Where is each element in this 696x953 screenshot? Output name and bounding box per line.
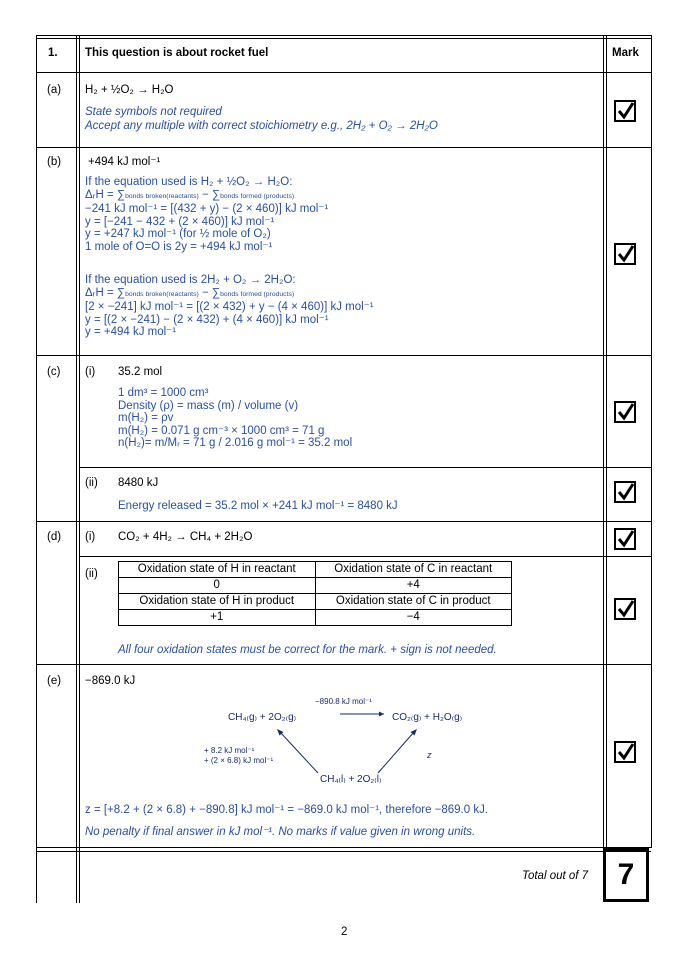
cycle-left-species: CH₄₍g₎ + 2O₂₍g₎ xyxy=(228,712,297,723)
part-a-note-1: State symbols not required xyxy=(85,106,222,118)
cycle-left-label-2: + (2 × 6.8) kJ mol⁻¹ xyxy=(204,756,274,765)
mark-header: Mark xyxy=(612,47,639,59)
border-left xyxy=(36,35,37,903)
table-row xyxy=(119,562,512,578)
col-line-2 xyxy=(79,35,80,903)
working-line: m(H₂) = ρv xyxy=(118,412,174,425)
part-a-label: (a) xyxy=(47,84,62,96)
cycle-left-label-1: + 8.2 kJ mol⁻¹ xyxy=(204,746,255,755)
checkbox-tick-icon xyxy=(614,598,636,620)
dh-sub-broken: bonds broken(reactants) xyxy=(125,192,199,200)
part-e-label: (e) xyxy=(47,675,62,687)
dh-prefix: ΔᵣH = ∑ xyxy=(85,286,126,299)
rule-top-2 xyxy=(36,38,651,39)
checkbox-tick-icon xyxy=(614,100,636,122)
energy-cycle-diagram xyxy=(200,695,500,795)
method-2-line: [2 × −241] kJ mol⁻¹ = [(2 × 432) + y − (4 × 460)] kJ mol⁻¹ xyxy=(85,301,374,314)
rule-b xyxy=(36,355,651,356)
rule-di xyxy=(80,556,651,557)
rule-top-1 xyxy=(36,35,651,36)
question-number: 1. xyxy=(48,47,58,59)
checkbox-tick-icon xyxy=(614,243,636,265)
checkbox-tick-icon xyxy=(614,481,636,503)
part-e-calculation: z = [+8.2 + (2 × 6.8) + −890.8] kJ mol⁻¹ = −869.0 kJ mol⁻¹, therefore −869.0 kJ. xyxy=(85,804,489,816)
working-line: n(H₂)= m/Mᵣ = 71 g / 2.016 g mol⁻¹ = 35.2 mol xyxy=(118,437,353,450)
rule-header xyxy=(36,72,651,73)
col-line-3 xyxy=(603,35,604,848)
method-1-line: −241 kJ mol⁻¹ = [(432 + y) − (2 × 460)] kJ mol⁻¹ xyxy=(85,203,329,216)
table-cell: +1 xyxy=(119,610,316,626)
part-c-i-label: (i) xyxy=(85,366,96,378)
rule-e-1 xyxy=(36,847,651,848)
part-c-i-answer: 35.2 mol xyxy=(118,366,163,378)
cycle-top-arrow-label: −890.8 kJ mol⁻¹ xyxy=(315,697,372,706)
part-d-label: (d) xyxy=(47,531,62,543)
part-b-method-1 xyxy=(85,176,328,254)
dh-sub-formed: bonds formed (products) xyxy=(220,290,295,298)
working-line: Density (ρ) = mass (m) / volume (v) xyxy=(118,399,299,412)
table-cell: −4 xyxy=(315,610,512,626)
dh-middle: − ∑ xyxy=(198,188,221,201)
table-cell: Oxidation state of H in product xyxy=(119,594,316,610)
rule-c xyxy=(36,521,651,522)
part-d-ii-label: (ii) xyxy=(85,568,98,580)
table-row xyxy=(119,578,512,594)
part-c-label: (c) xyxy=(47,366,61,378)
border-right xyxy=(651,35,652,848)
rule-a xyxy=(36,147,651,148)
part-c-ii-answer: 8480 kJ xyxy=(118,477,159,489)
question-title: This question is about rocket fuel xyxy=(85,47,269,59)
rule-e-2 xyxy=(36,851,651,852)
checkbox-tick-icon xyxy=(614,741,636,763)
checkbox-tick-icon xyxy=(614,528,636,550)
table-cell: 0 xyxy=(119,578,316,594)
part-b-label: (b) xyxy=(47,156,62,168)
table-row xyxy=(119,610,512,626)
method-2-line: y = +494 kJ mol⁻¹ xyxy=(85,326,177,339)
dh-middle: − ∑ xyxy=(198,286,221,299)
table-cell: Oxidation state of C in reactant xyxy=(315,562,512,578)
total-score-value: 7 xyxy=(617,858,635,891)
part-a-note-2: Accept any multiple with correct stoichiometry e.g., 2H₂ + O₂ → 2H₂O xyxy=(85,120,438,132)
cycle-right-species: CO₂₍g₎ + H₂O₍g₎ xyxy=(392,712,463,723)
part-b-answer: +494 kJ mol⁻¹ xyxy=(88,156,161,168)
part-c-ii-working: Energy released = 35.2 mol × +241 kJ mol⁻¹ = 8480 kJ xyxy=(118,500,398,512)
part-e-note: No penalty if final answer in kJ mol⁻¹. No marks if value given in wrong units. xyxy=(85,826,476,838)
dh-prefix: ΔᵣH = ∑ xyxy=(85,188,126,201)
working-line: 1 dm³ = 1000 cm³ xyxy=(118,387,209,399)
table-cell: Oxidation state of C in product xyxy=(315,594,512,610)
method-1-line: y = +247 kJ mol⁻¹ (for ½ mole of O₂) xyxy=(85,228,271,241)
part-b-method-2 xyxy=(85,274,374,339)
part-e-answer: −869.0 kJ xyxy=(85,675,136,687)
dh-sub-broken: bonds broken(reactants) xyxy=(125,290,199,298)
total-label: Total out of 7 xyxy=(522,870,589,882)
col-line-4 xyxy=(606,35,607,848)
method-2-intro: If the equation used is 2H₂ + O₂ → 2H₂O: xyxy=(85,274,296,286)
oxidation-state-table xyxy=(118,561,512,626)
working-line: m(H₂) = 0.071 g cm⁻³ × 1000 cm³ = 71 g xyxy=(118,424,325,437)
col-line-1 xyxy=(76,35,77,903)
table-cell: +4 xyxy=(315,578,512,594)
total-score-box xyxy=(603,848,649,902)
dh-sub-formed: bonds formed (products) xyxy=(220,192,295,200)
method-1-line: 1 mole of O=O is 2y = +494 kJ mol⁻¹ xyxy=(85,240,273,253)
page-number: 2 xyxy=(341,926,348,938)
method-1-line: y = [−241 − 432 + (2 × 460)] kJ mol⁻¹ xyxy=(85,215,275,228)
rule-ci xyxy=(80,467,651,468)
part-d-i-label: (i) xyxy=(85,531,96,543)
checkbox-tick-icon xyxy=(614,401,636,423)
part-d-i-answer: CO₂ + 4H₂ → CH₄ + 2H₂O xyxy=(118,531,253,543)
part-a-answer: H₂ + ½O₂ → H₂O xyxy=(85,84,174,96)
part-d-ii-note: All four oxidation states must be correct for the mark. + sign is not needed. xyxy=(118,644,497,656)
table-row xyxy=(119,594,512,610)
cycle-bottom-species: CH₄₍l₎ + 2O₂₍l₎ xyxy=(320,774,382,785)
part-c-i-working xyxy=(118,387,352,450)
table-cell: Oxidation state of H in reactant xyxy=(119,562,316,578)
method-2-line: y = [(2 × −241) − (2 × 432) + (4 × 460)] kJ mol⁻¹ xyxy=(85,313,329,326)
method-1-intro: If the equation used is H₂ + ½O₂ → H₂O: xyxy=(85,176,293,188)
part-c-ii-label: (ii) xyxy=(85,477,98,489)
cycle-arrows xyxy=(200,695,500,795)
cycle-right-label: z xyxy=(427,750,432,760)
rule-d xyxy=(36,664,651,665)
method-1-enthalpy-expr xyxy=(85,189,328,204)
method-2-enthalpy-expr xyxy=(85,287,374,302)
